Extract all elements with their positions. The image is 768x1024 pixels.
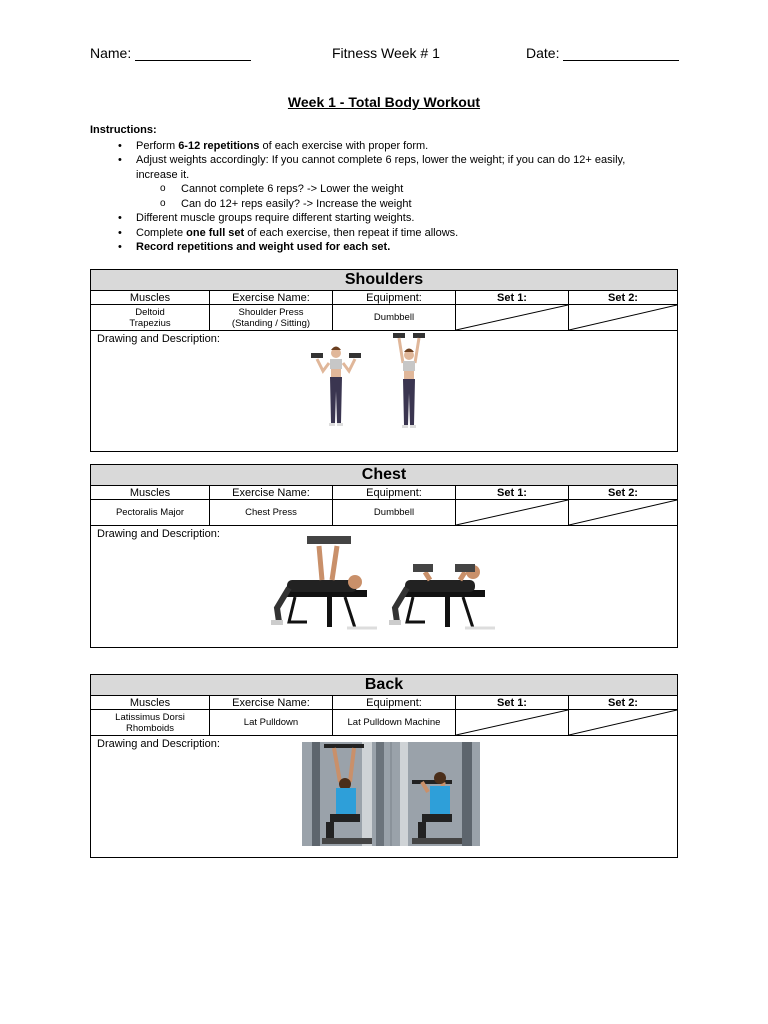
section-back [90,674,678,858]
instruction-item: • Complete one full set of each exercise, then repeat if time allows. [136,226,650,241]
name-label: Name: [90,45,132,61]
set1-entry[interactable] [456,500,569,526]
exercise-cell: Shoulder Press (Standing / Sitting) [210,305,333,331]
diagonal-divider [569,710,677,735]
col-header-exercise: Exercise Name: [210,291,333,305]
col-header-equipment: Equipment: [333,291,456,305]
name-blank-line[interactable] [135,46,251,61]
set2-entry[interactable] [569,500,677,526]
section-chest [90,464,678,648]
col-header-muscles: Muscles [91,291,210,305]
col-header-exercise: Exercise Name: [210,696,333,710]
drawing-label: Drawing and Description: [97,528,220,540]
instruction-item: • Different muscle groups require different starting weights. [136,211,650,226]
date-blank-line[interactable] [563,46,679,61]
col-header-equipment: Equipment: [333,486,456,500]
set1-entry[interactable] [456,305,569,331]
drawing-description-area[interactable] [91,331,677,451]
col-header-set2: Set 2: [569,486,677,500]
section-title: Chest [91,465,677,486]
section-shoulders [90,269,678,452]
diagonal-divider [456,500,568,525]
diagonal-divider [456,305,568,330]
drawing-label: Drawing and Description: [97,333,220,345]
exercise-cell: Chest Press [210,500,333,526]
exercise-table [91,291,677,331]
col-header-set1: Set 1: [456,696,569,710]
instructions-block [90,123,650,255]
instructions-label: Instructions: [90,124,157,136]
date-label: Date: [526,45,560,61]
diagonal-divider [569,500,677,525]
equipment-cell: Lat Pulldown Machine [333,710,456,736]
col-header-set2: Set 2: [569,291,677,305]
muscles-cell: Latissimus Dorsi Rhomboids [91,710,210,736]
exercise-table [91,486,677,526]
worksheet-header [90,45,680,65]
section-title: Back [91,675,677,696]
muscles-cell: Pectoralis Major [91,500,210,526]
page-title: Week 1 - Total Body Workout [287,94,481,110]
col-header-muscles: Muscles [91,696,210,710]
col-header-equipment: Equipment: [333,696,456,710]
instruction-item: • Record repetitions and weight used for each set. [136,240,650,255]
equipment-cell: Dumbbell [333,305,456,331]
instruction-subitem: o Cannot complete 6 reps? -> Lower the weight [136,182,650,197]
name-field[interactable] [90,45,251,61]
col-header-set1: Set 1: [456,291,569,305]
equipment-cell: Dumbbell [333,500,456,526]
lat-pulldown-photo [302,742,480,846]
instruction-item: • Adjust weights accordingly: If you cannot complete 6 reps, lower the weight; if you can do 12+ easily, increase it. [136,153,650,182]
shoulder-press-photo [303,333,443,449]
set1-entry[interactable] [456,710,569,736]
muscles-cell: Deltoid Trapezius [91,305,210,331]
drawing-description-area[interactable] [91,526,677,646]
exercise-table [91,696,677,736]
col-header-muscles: Muscles [91,486,210,500]
col-header-set2: Set 2: [569,696,677,710]
drawing-description-area[interactable] [91,736,677,856]
chest-press-photo [267,528,507,642]
diagonal-divider [456,710,568,735]
exercise-cell: Lat Pulldown [210,710,333,736]
instruction-subitem: o Can do 12+ reps easily? -> Increase the weight [136,197,650,212]
date-field[interactable] [526,45,679,61]
instruction-item: • Perform 6-12 repetitions of each exercise with proper form. [136,139,650,154]
fitness-week-label: Fitness Week # 1 [332,45,440,61]
col-header-exercise: Exercise Name: [210,486,333,500]
diagonal-divider [569,305,677,330]
set2-entry[interactable] [569,305,677,331]
set2-entry[interactable] [569,710,677,736]
col-header-set1: Set 1: [456,486,569,500]
drawing-label: Drawing and Description: [97,738,220,750]
section-title: Shoulders [91,270,677,291]
instructions-list [90,139,650,255]
